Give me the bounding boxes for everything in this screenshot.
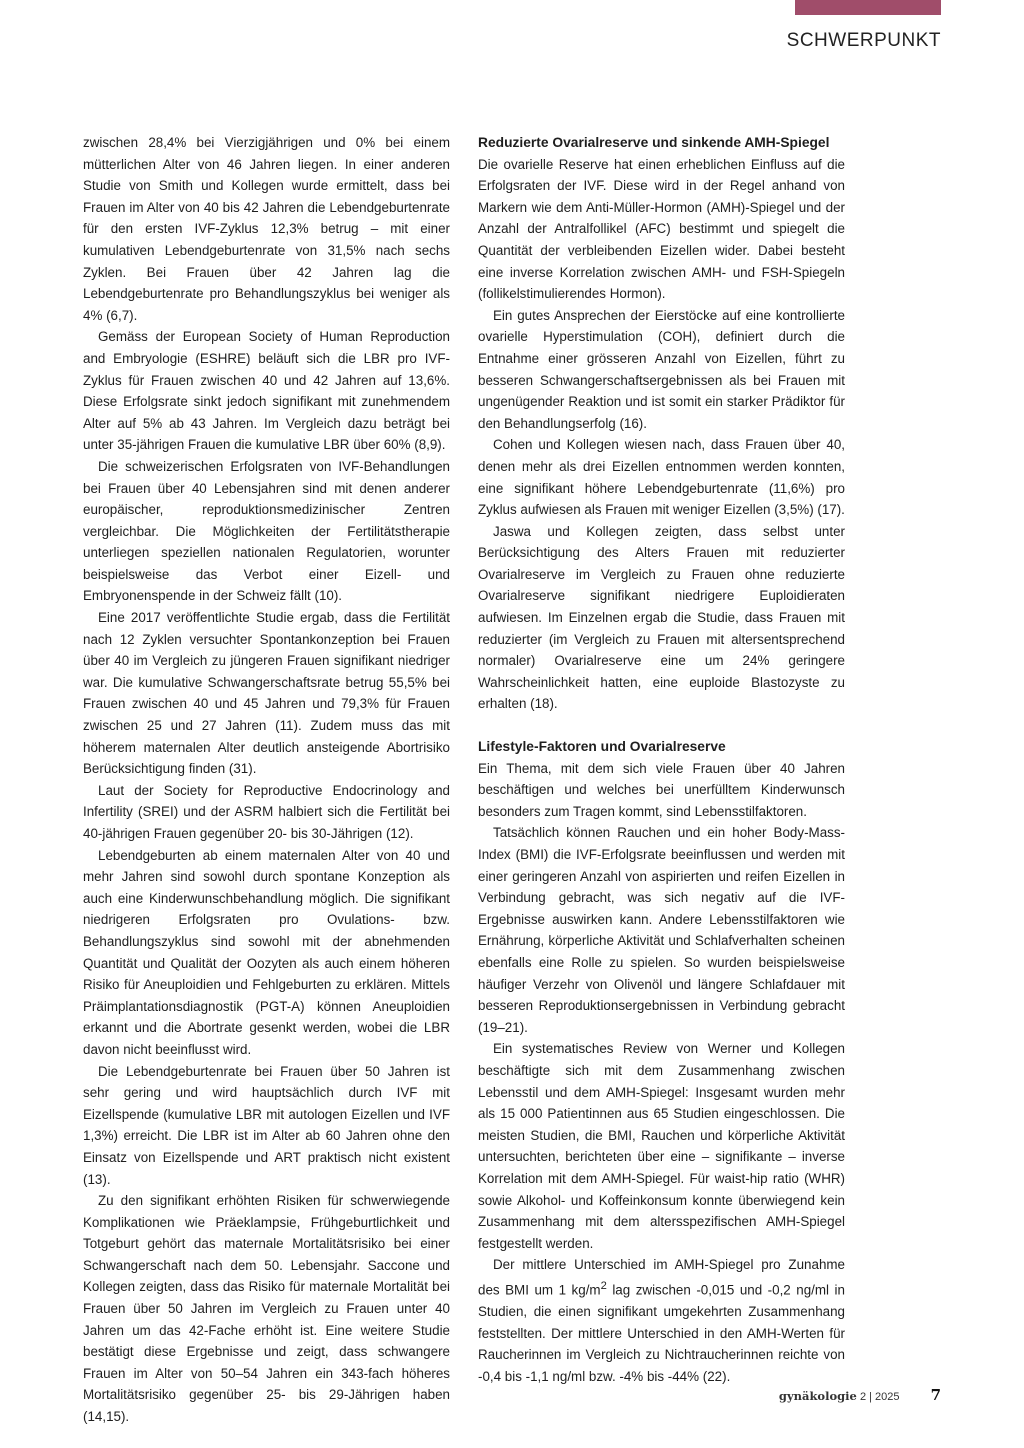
paragraph: Jaswa und Kollegen zeigten, dass selbst unter Berücksichtigung des Alters Frauen mit reduzierter Ovarialreserve im Vergleich zu Frauen ohne reduzierte Ovarialreserve signifikant niedrigere Euploidieraten aufwiesen. Im Einzelnen ergab die Studie, dass Frauen mit reduzierter (im Vergleich zu Frauen mit altersentsprechend normaler) Ovarialreserve eine um 24% geringere Wahrscheinlichkeit hatten, eine euploide Blastozyste zu erhalten (18). bbox=[478, 523, 845, 712]
section-label: SCHWERPUNKT bbox=[786, 30, 941, 51]
paragraph: Cohen und Kollegen wiesen nach, dass Frauen über 40, denen mehr als drei Eizellen entnommen werden konnten, eine signifikant höhere Lebendgeburtenrate (11,6%) pro Zyklus aufwiesen als Frauen mit weniger Eizellen (3,5%) (17). bbox=[478, 437, 845, 518]
accent-bar bbox=[795, 0, 941, 15]
paragraph-text: lag zwischen -0,015 und -0,2 ng/ml in Studien, die einen signifikant umgekehrten Zusammenhang feststellten. Der mittlere Unterschied in den AMH-Werten für Raucherinnen im Vergleich zu Nichtraucherinnen reichte von -0,4 bis -1,1 ng/ml bzw. -4% bis -44% (22). bbox=[478, 1282, 845, 1384]
paragraph bbox=[478, 1254, 845, 1387]
section-heading: Lifestyle-Faktoren und Ovarialreserve bbox=[478, 739, 726, 755]
page-footer bbox=[779, 1386, 941, 1404]
paragraph: Ein Thema, mit dem sich viele Frauen über 40 Jahren beschäftigen und welches bei unerfülltem Kinderwunsch besonders zum Tragen kommt, sind Lebensstilfaktoren. bbox=[478, 760, 845, 819]
page-number: 7 bbox=[930, 1386, 941, 1404]
section-heading: Reduzierte Ovarialreserve und sinkende AMH-Spiegel bbox=[478, 135, 830, 150]
paragraph: Gemäss der European Society of Human Reproduction and Embryologie (ESHRE) beläuft sich die LBR pro IVF-Zyklus für Frauen zwischen 40 und 42 Jahren auf 13,6%. Diese Erfolgsrate sinkt jedoch signifikant mit zunehmendem Alter auf 5% ab 43 Jahren. Im Vergleich dazu beträgt bei unter 35-jährigen Frauen die kumulative LBR über 60% (8,9). bbox=[83, 329, 450, 453]
paragraph: Lebendgeburten ab einem maternalen Alter von 40 und mehr Jahren sind sowohl durch spontane Konzeption als auch eine Kinderwunschbehandlung möglich. Die signifikant niedrigeren Erfolgsraten pro Ovulations- bzw. Behandlungszyklus sind sowohl mit der abnehmenden Quantität und Qualität der Oozyten als auch einem höheren Risiko für Aneuploidien und Fehlgeburten zu erklären. Mittels Präimplantationsdiagnostik (PGT-A) können Aneuploidien erkannt und die Abortrate gesenkt werden, wobei die LBR davon nicht beeinflusst wird. bbox=[83, 847, 450, 1057]
issue-number: 2 | 2025 bbox=[859, 1391, 900, 1403]
paragraph: Eine 2017 veröffentlichte Studie ergab, dass die Fertilität nach 12 Zyklen versuchter Spontankonzeption bei Frauen über 40 im Vergleich zu jüngeren Frauen signifikant niedriger war. Die kumulative Schwangerschaftsrate betrug 55,5% bei Frauen zwischen 40 und 45 Jahren und 79,3% für Frauen zwischen 25 und 27 Jahren (11). Zudem muss das mit höherem maternalen Alter deutlich ansteigende Abortrisiko Berücksichtigung finden (31). bbox=[83, 610, 450, 777]
paragraph: Zu den signifikant erhöhten Risiken für schwerwiegende Komplikationen wie Präeklampsie, Frühgeburtlichkeit und Totgeburt gehört das maternale Mortalitätsrisiko bei einer Schwangerschaft nach dem 50. Lebensjahr. Saccone und Kollegen zeigten, dass das Risiko für maternale Mortalität bei Frauen über 50 Jahren im Vergleich zu Frauen unter 40 Jahren um das 42-Fache erhöht ist. Eine weitere Studie bestätigt diese Ergebnisse und zeigt, dass schwangere Frauen im Alter von 50–54 Jahren ein 343-fach höheres Mortalitätsrisiko gegenüber 25- bis 29-Jährigen haben (14,15). bbox=[83, 1193, 450, 1425]
paragraph: Die Lebendgeburtenrate bei Frauen über 50 Jahren ist sehr gering und wird hauptsächlich durch IVF mit Eizellspende (kumulative LBR mit autologen Eizellen und IVF 1,3%) erreicht. Die LBR ist im Alter ab 60 Jahren ohne den Einsatz von Eizellspende und ART praktisch nicht existent (13). bbox=[83, 1063, 450, 1187]
paragraph: Die schweizerischen Erfolgsraten von IVF-Behandlungen bei Frauen über 40 Lebensjahren sind mit denen anderer europäischer, reproduktionsmedizinischer Zentren vergleichbar. Die Möglichkeiten der Fertilitätstherapie unterliegen speziellen nationalen Regulatorien, worunter beispielsweise das Verbot einer Eizell- und Embryonenspende in der Schweiz fällt (10). bbox=[83, 458, 450, 604]
paragraph: Ein gutes Ansprechen der Eierstöcke auf eine kontrollierte ovarielle Hyperstimulation (COH), definiert durch die Entnahme einer grösseren Anzahl von Eizellen, führt zu besseren Schwangerschaftsergebnissen als bei Frauen mit ungenügender Reaktion und ist somit ein starker Prädiktor für den Behandlungserfolg (16). bbox=[478, 307, 845, 431]
right-column bbox=[478, 132, 845, 1387]
paragraph: Die ovarielle Reserve hat einen erheblichen Einfluss auf die Erfolgsraten der IVF. Diese wird in der Regel anhand von Markern wie dem Anti-Müller-Hormon (AMH)-Spiegel und der Anzahl der Antralfollikel (AFC) bestimmt und spiegelt die Quantität der verbleibenden Eizellen wider. Dabei besteht eine inverse Korrelation zwischen AMH- und FSH-Spiegeln (follikelstimulierendes Hormon). bbox=[478, 156, 845, 302]
superscript: 2 bbox=[600, 1279, 607, 1292]
paragraph: Tatsächlich können Rauchen und ein hoher Body-Mass-Index (BMI) die IVF-Erfolgsrate beeinflussen und werden mit einer geringeren Anzahl von aspirierten und reifen Eizellen in Verbindung gebracht, was sich negativ auf die IVF-Ergebnisse auswirken kann. Andere Lebensstilfaktoren wie Ernährung, körperliche Aktivität und Schlafverhalten scheinen ebenfalls eine Rolle zu spielen. So wurden beispielsweise häufiger Verzehr von Olivenöl und längere Schlafdauer mit besseren Reproduktionsergebnissen in Verbindung gebracht (19–21). bbox=[478, 825, 845, 1035]
left-column bbox=[83, 132, 450, 1428]
paragraph: Ein systematisches Review von Werner und Kollegen beschäftigte sich mit dem Zusammenhang zwischen Lebensstil und dem AMH-Spiegel: Insgesamt wurden mehr als 15 000 Patientinnen aus 65 Studien eingeschlossen. Die meisten Studien, die BMI, Rauchen und körperliche Aktivität untersuchten, berichteten über eine – signifikante – inverse Korrelation mit dem AMH-Spiegel. Für waist-hip ratio (WHR) sowie Alkohol- und Koffeinkonsum konnte überwiegend kein Zusammenhang mit dem altersspezifischen AMH-Spiegel festgestellt werden. bbox=[478, 1041, 845, 1251]
paragraph: zwischen 28,4% bei Vierzigjährigen und 0% bei einem mütterlichen Alter von 46 Jahren liegen. In einer anderen Studie von Smith und Kollegen wurde ermittelt, dass bei Frauen im Alter von 40 bis 42 Jahren die Lebendgeburtenrate für den ersten IVF-Zyklus 12,3% betrug – mit einer kumulativen Lebendgeburtenrate von 31,5% nach sechs Zyklen. Bei Frauen über 42 Jahren lag die Lebendgeburtenrate pro Behandlungszyklus bei weniger als 4% (6,7). bbox=[83, 135, 450, 323]
paragraph-text: Der mittlere Unterschied im AMH-Spiegel pro Zunahme des BMI um 1 kg/m bbox=[478, 1257, 845, 1298]
journal-name: gynäkologie bbox=[778, 1389, 857, 1403]
paragraph: Laut der Society for Reproductive Endocrinology and Infertility (SREI) und der ASRM halbiert sich die Fertilität bei 40-jährigen Frauen gegenüber 20- bis 30-Jährigen (12). bbox=[83, 782, 450, 841]
